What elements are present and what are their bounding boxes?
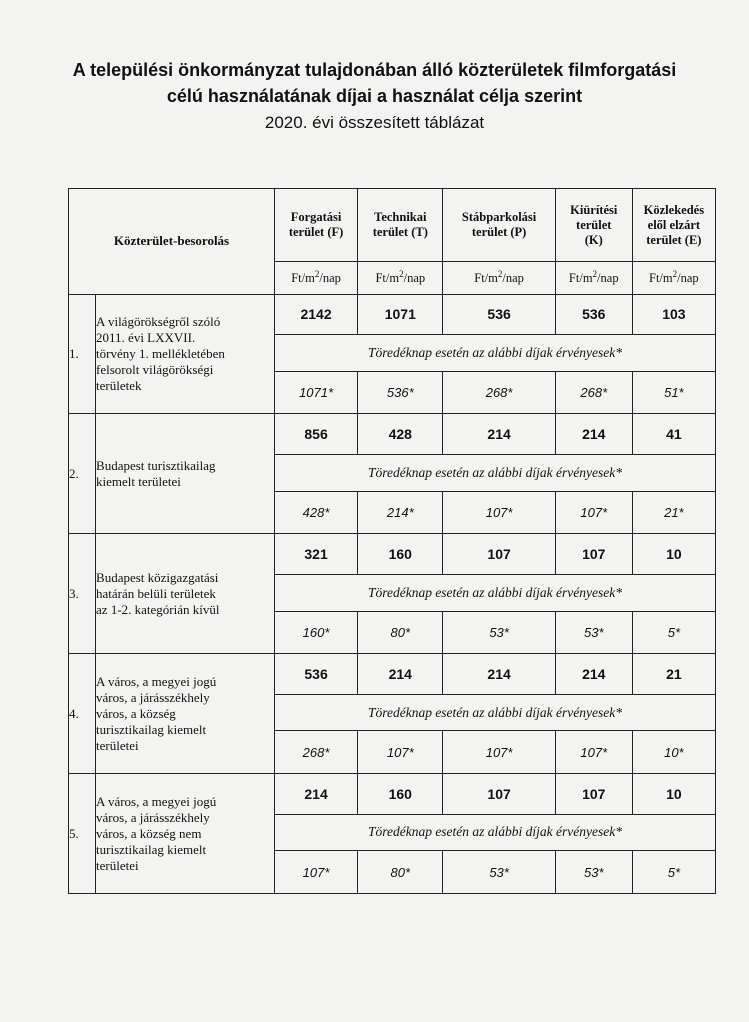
fee-value: 214	[555, 654, 632, 695]
column-header	[632, 189, 715, 262]
column-header-line: Forgatási	[290, 210, 342, 225]
fee-table	[68, 188, 716, 894]
row-description	[96, 414, 275, 534]
fee-value: 10	[632, 534, 715, 575]
row-description	[96, 294, 275, 414]
column-header	[443, 189, 555, 262]
fractional-fee-value: 80*	[358, 611, 443, 654]
fractional-fee-value: 107*	[274, 851, 357, 894]
unit-superscript: 2	[399, 269, 404, 280]
fractional-day-note: Töredéknap esetén az alábbi díjak érvényesek*	[274, 814, 715, 851]
fee-value: 214	[555, 414, 632, 455]
fee-value: 428	[358, 414, 443, 455]
unit-text: Ft/m	[649, 271, 673, 286]
fee-value: 214	[274, 774, 357, 815]
unit-text: Ft/m	[291, 271, 315, 286]
unit-cell	[358, 262, 443, 295]
unit-text: Ft/m	[375, 271, 400, 286]
fractional-fee-value: 53*	[555, 851, 632, 894]
document-title-line-1: A települési önkormányzat tulajdonában álló közterületek filmforgatási	[72, 60, 677, 80]
row-description-line: 2011. évi LXXVII.	[96, 330, 196, 346]
fee-value: 2142	[274, 294, 357, 335]
fee-value: 160	[358, 774, 443, 815]
fractional-day-note: Töredéknap esetén az alábbi díjak érvényesek*	[274, 694, 715, 731]
unit-cell	[632, 262, 715, 295]
unit-text: Ft/m	[474, 271, 498, 286]
row-description-line: felsorolt világörökségi	[96, 362, 214, 378]
fee-value: 536	[555, 294, 632, 335]
fractional-fee-value: 268*	[555, 371, 632, 414]
column-header-line: Kiürítési	[570, 202, 618, 217]
fractional-fee-value: 107*	[555, 491, 632, 534]
row-description-line: A világörökségről szóló	[96, 314, 221, 330]
fee-value: 856	[274, 414, 357, 455]
fractional-fee-value: 107*	[443, 731, 555, 774]
fractional-fee-value: 107*	[358, 731, 443, 774]
row-index: 5.	[69, 774, 96, 894]
column-header-line: Közlekedés	[643, 202, 705, 217]
row-description-line: turisztikailag kiemelt	[96, 841, 207, 857]
fractional-fee-value: 107*	[555, 731, 632, 774]
unit-text: /nap	[502, 271, 524, 286]
fee-value: 214	[443, 654, 555, 695]
row-index: 2.	[69, 414, 96, 534]
fractional-fee-value: 5*	[632, 851, 715, 894]
row-description-line: A város, a megyei jogú	[96, 673, 217, 689]
row-description-line: kiemelt területei	[96, 473, 181, 489]
fee-row	[69, 654, 716, 695]
row-description-line: A város, a megyei jogú	[96, 793, 217, 809]
unit-superscript: 2	[672, 269, 678, 280]
fee-value: 214	[443, 414, 555, 455]
row-description-line: határán belüli területek	[96, 585, 216, 601]
row-description	[96, 534, 275, 654]
column-header	[358, 189, 443, 262]
row-description-line: területei	[96, 857, 139, 873]
fee-value: 1071	[358, 294, 443, 335]
fractional-fee-value: 53*	[443, 611, 555, 654]
unit-cell	[274, 262, 357, 295]
row-description-line: területek	[96, 378, 142, 394]
column-header	[555, 189, 632, 262]
fractional-day-note: Töredéknap esetén az alábbi díjak érvényesek*	[274, 574, 715, 611]
column-header-line: terület (E)	[646, 232, 702, 247]
fractional-fee-value: 536*	[358, 371, 443, 414]
unit-text: /nap	[403, 271, 426, 286]
unit-text: /nap	[677, 271, 699, 286]
fractional-fee-value: 21*	[632, 491, 715, 534]
document-title-line-2: célú használatának díjai a használat célja szerint	[166, 86, 583, 106]
fee-row	[69, 774, 716, 815]
fractional-fee-value: 53*	[555, 611, 632, 654]
header-classification: Közterület-besorolás	[69, 189, 275, 295]
fee-value: 107	[443, 774, 555, 815]
row-description-line: turisztikailag kiemelt	[96, 721, 207, 737]
row-description	[96, 654, 275, 774]
fee-value: 536	[274, 654, 357, 695]
fee-value: 160	[358, 534, 443, 575]
column-header-line: terület	[576, 217, 612, 232]
row-description-line: város, a község	[96, 705, 176, 721]
fee-value: 103	[632, 294, 715, 335]
fractional-fee-value: 80*	[358, 851, 443, 894]
fractional-fee-value: 268*	[443, 371, 555, 414]
fractional-day-note: Töredéknap esetén az alábbi díjak érvényesek*	[274, 455, 715, 492]
column-header-line: terület (F)	[288, 225, 344, 240]
header-row	[69, 189, 716, 262]
fee-value: 107	[555, 774, 632, 815]
unit-superscript: 2	[592, 269, 598, 280]
row-index: 1.	[69, 294, 96, 414]
fractional-fee-value: 51*	[632, 371, 715, 414]
row-index: 3.	[69, 534, 96, 654]
row-description-line: város, a járásszékhely	[96, 689, 210, 705]
column-header-line: elől elzárt	[647, 217, 701, 232]
fee-value: 10	[632, 774, 715, 815]
fractional-day-note: Töredéknap esetén az alábbi díjak érvényesek*	[274, 335, 715, 372]
fractional-fee-value: 214*	[358, 491, 443, 534]
fee-row	[69, 294, 716, 335]
row-description-line: város, a járásszékhely	[96, 809, 210, 825]
row-description-line: Budapest turisztikailag	[96, 457, 216, 473]
row-index: 4.	[69, 654, 96, 774]
column-header-line: terület (P)	[471, 225, 527, 240]
column-header	[274, 189, 357, 262]
unit-text: /nap	[597, 271, 619, 286]
fractional-fee-value: 1071*	[274, 371, 357, 414]
unit-superscript: 2	[497, 269, 503, 280]
unit-cell	[443, 262, 555, 295]
fee-row	[69, 534, 716, 575]
fee-value: 41	[632, 414, 715, 455]
row-description	[96, 774, 275, 894]
unit-cell	[555, 262, 632, 295]
fractional-fee-value: 160*	[274, 611, 357, 654]
unit-superscript: 2	[314, 269, 320, 280]
column-header-line: terület (T)	[372, 225, 428, 240]
fractional-fee-value: 428*	[274, 491, 357, 534]
fee-value: 536	[443, 294, 555, 335]
row-description-line: területei	[96, 737, 139, 753]
fractional-fee-value: 107*	[443, 491, 555, 534]
row-description-line: város, a község nem	[96, 825, 202, 841]
row-description-line: Budapest közigazgatási	[96, 569, 219, 585]
fee-value: 214	[358, 654, 443, 695]
unit-text: Ft/m	[568, 271, 593, 286]
row-description-line: az 1-2. kategórián kívül	[96, 601, 220, 617]
fee-value: 21	[632, 654, 715, 695]
unit-text: /nap	[319, 271, 341, 286]
fractional-fee-value: 268*	[274, 731, 357, 774]
fractional-fee-value: 53*	[443, 851, 555, 894]
fee-value: 107	[443, 534, 555, 575]
column-header-line: (K)	[584, 232, 603, 247]
row-description-line: törvény 1. mellékletében	[96, 346, 225, 362]
document-subtitle: 2020. évi összesített táblázat	[264, 113, 485, 132]
fractional-fee-value: 5*	[632, 611, 715, 654]
column-header-line: Stábparkolási	[461, 210, 537, 225]
fee-row	[69, 414, 716, 455]
column-header-line: Technikai	[374, 210, 427, 225]
fee-value: 321	[274, 534, 357, 575]
fee-value: 107	[555, 534, 632, 575]
fractional-fee-value: 10*	[632, 731, 715, 774]
